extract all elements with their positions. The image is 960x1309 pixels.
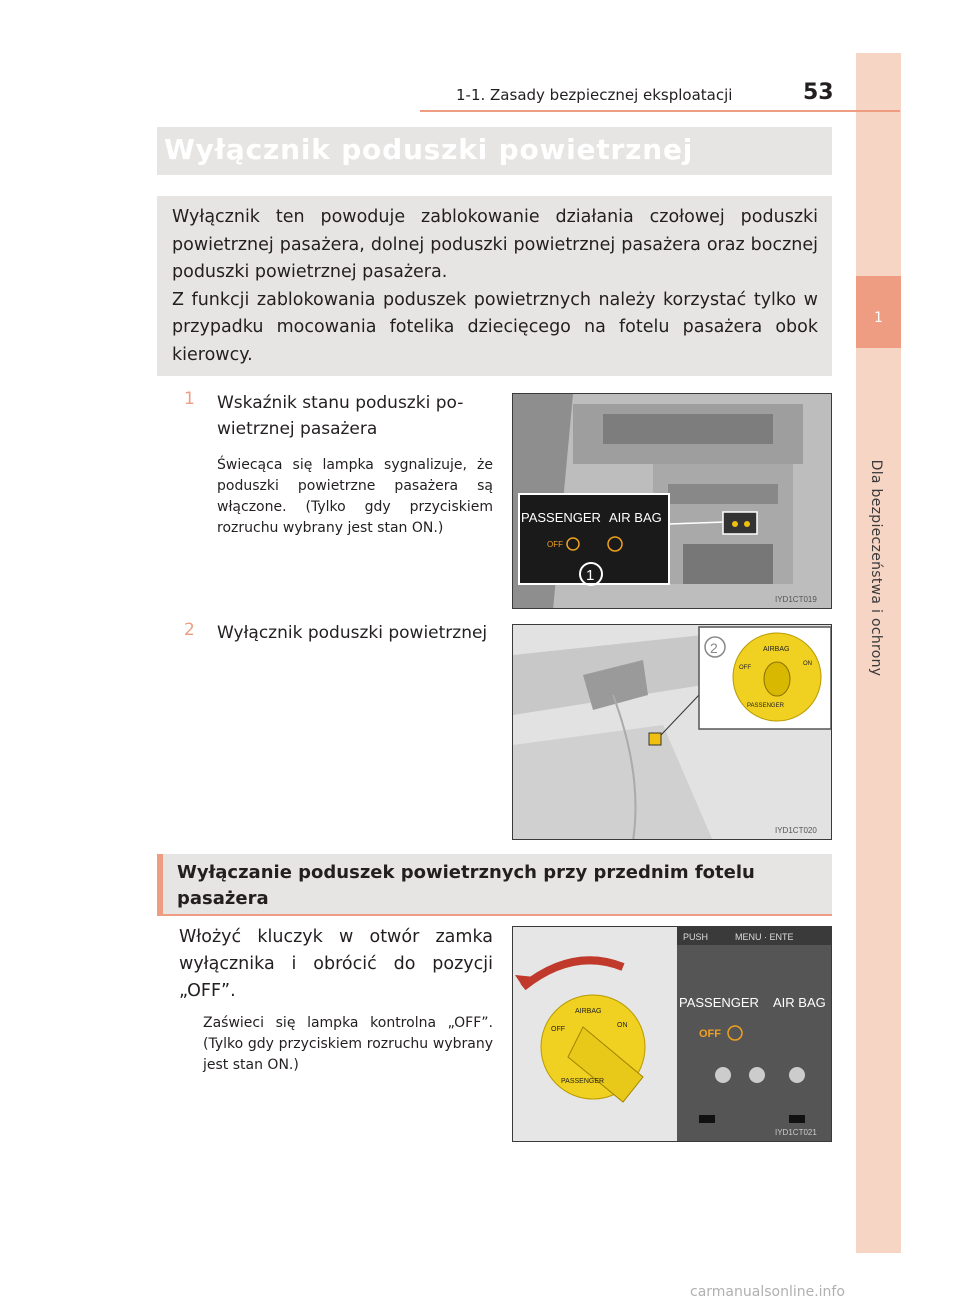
dashboard-illustration [513, 394, 832, 609]
photo3-key-passenger: PASSENGER [561, 1078, 605, 1085]
glovebox-illustration [513, 625, 832, 840]
photo2-label-airbag: AIRBAG [763, 646, 790, 653]
side-tab-label: Dla bezpieczeństwa i ochrony [868, 459, 884, 677]
intro-paragraph-1: Wyłącznik ten powoduje zablokowanie działania czołowej poduszki powietrznej pasażera, dolnej poduszki powietrznej pasażera oraz bocznej poduszki powietrznej pasażera. [172, 207, 818, 282]
page-number: 53 [803, 80, 834, 105]
photo-airbag-switch [512, 624, 832, 840]
photo1-label-off: OFF [547, 540, 563, 549]
item-2-title: Wyłącznik poduszki powietrznej [217, 623, 488, 643]
photo2-label-passenger: PASSENGER [747, 703, 784, 709]
watermark: carmanualsonline.info [690, 1284, 845, 1300]
photo3-label-airbag: AIR BAG [773, 995, 826, 1010]
photo3-key-on: ON [617, 1022, 628, 1029]
photo-dashboard-indicator [512, 393, 832, 609]
intro-box [157, 196, 832, 376]
chapter-title: 1-1. Zasady bezpiecznej eksploatacji [456, 86, 733, 104]
key-turn-illustration [513, 927, 832, 1142]
photo2-label-off: OFF [739, 665, 751, 671]
photo3-code: IYD1CT021 [775, 1128, 817, 1137]
photo2-code: IYD1CT020 [775, 826, 817, 835]
photo2-callout: 2 [710, 640, 718, 656]
side-tab-number: 1 [856, 276, 901, 348]
item-number-1: 1 [184, 389, 195, 409]
section-title: Wyłącznik poduszki powietrznej [164, 133, 694, 166]
instruction-line3: „OFF”. [179, 981, 236, 1001]
photo3-key-airbag: AIRBAG [575, 1008, 602, 1015]
item-1-title [217, 390, 493, 442]
section2-title-line1: Wyłączanie poduszek powietrznych przy przednim fotelu [177, 862, 755, 883]
photo2-label-on: ON [803, 661, 812, 667]
photo3-label-passenger: PASSENGER [679, 995, 759, 1010]
photo1-code: IYD1CT019 [775, 595, 817, 604]
instruction-line2: wyłącznika i obrócić do pozycji [179, 954, 493, 974]
instruction-line1: Włożyć kluczyk w otwór zamka [179, 927, 493, 947]
intro-paragraph-2: Z funkcji zablokowania poduszek powietrznych należy korzystać tylko w przypadku mocowania fotelika dziecięcego na fotelu pasażera obok kierowcy. [172, 289, 818, 365]
photo-key-turn [512, 926, 832, 1142]
instruction-note: Zaświeci się lampka kontrolna „OFF”. (Tylko gdy przyciskiem rozruchu wybrany jest stan ON.) [203, 1015, 493, 1073]
header-rule [420, 110, 900, 112]
photo3-label-push: PUSH [683, 932, 709, 942]
section2-heading [157, 854, 832, 916]
section2-title-line2: pasażera [177, 888, 269, 909]
section-title-bar [157, 127, 832, 175]
photo1-callout: 1 [586, 567, 595, 584]
photo3-label-menu: MENU · ENTE [735, 932, 794, 942]
item-1-title-line1: Wskaźnik stanu poduszki po- [217, 393, 464, 413]
item-1-title-line2: wietrznej pasażera [217, 419, 378, 439]
instruction-text [179, 924, 493, 1005]
photo3-label-off: OFF [699, 1028, 721, 1040]
photo1-label-passenger: PASSENGER [521, 510, 601, 525]
photo1-label-airbag: AIR BAG [609, 510, 662, 525]
item-number-2: 2 [184, 620, 195, 640]
photo3-key-off: OFF [551, 1026, 565, 1033]
item-1-desc: Świecąca się lampka sygnalizuje, że poduszki powietrzne pasażera są włączone. (Tylko gdy przyciskiem rozruchu wybrany jest stan ON.) [217, 457, 493, 536]
